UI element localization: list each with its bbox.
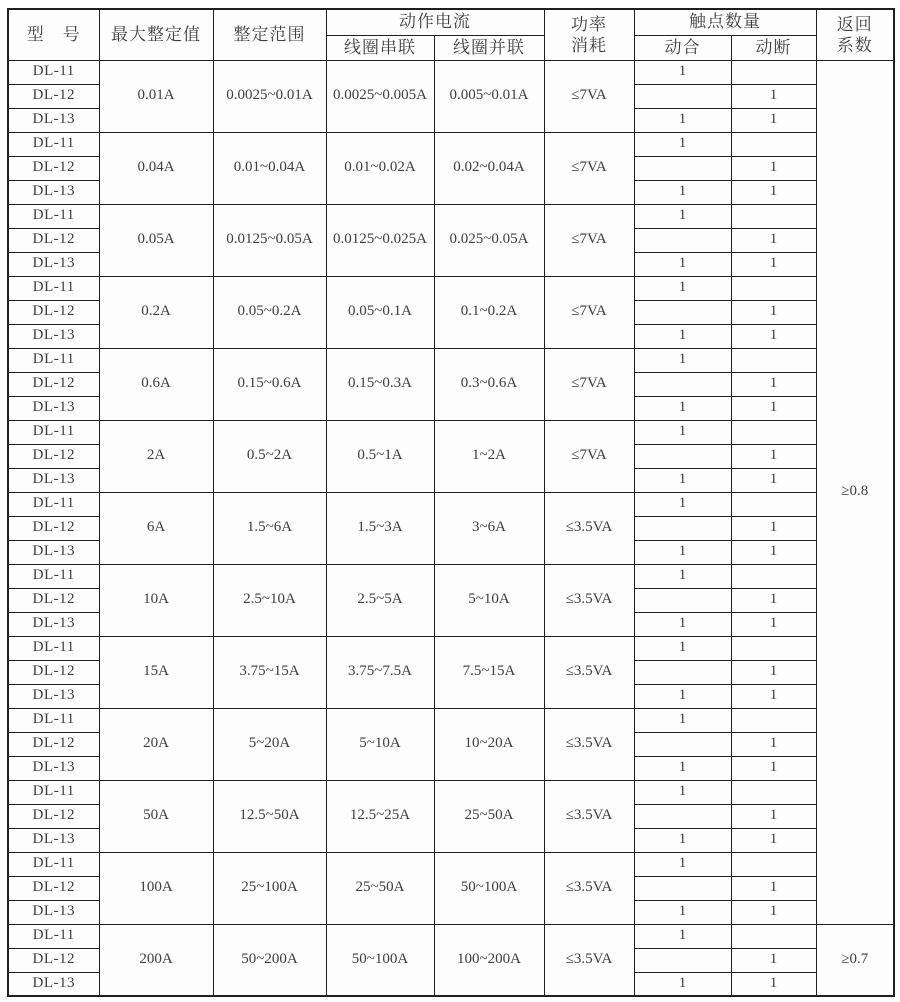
normally-closed-count-cell: 1: [731, 444, 816, 468]
power-cell: ≤3.5VA: [544, 780, 634, 852]
normally-closed-count-cell: 1: [731, 84, 816, 108]
table-row: [8, 420, 894, 444]
normally-open-count-cell: [634, 300, 731, 324]
normally-closed-count-cell: 1: [731, 972, 816, 996]
model-cell: DL-13: [8, 684, 99, 708]
table-row: [8, 780, 894, 804]
normally-open-count-cell: [634, 588, 731, 612]
normally-closed-count-cell: 1: [731, 180, 816, 204]
normally-closed-count-cell: [731, 276, 816, 300]
table-row: [8, 348, 894, 372]
model-cell: DL-12: [8, 300, 99, 324]
power-cell: ≤3.5VA: [544, 564, 634, 636]
normally-closed-count-cell: [731, 708, 816, 732]
normally-closed-count-cell: 1: [731, 468, 816, 492]
coil-parallel-cell: 0.025~0.05A: [434, 204, 544, 276]
max-setting-cell: 15A: [99, 636, 213, 708]
normally-closed-count-cell: 1: [731, 156, 816, 180]
coil-parallel-cell: 10~20A: [434, 708, 544, 780]
normally-open-count-cell: 1: [634, 492, 731, 516]
model-cell: DL-13: [8, 396, 99, 420]
normally-open-count-cell: 1: [634, 204, 731, 228]
setting-range-cell: 5~20A: [213, 708, 326, 780]
model-cell: DL-13: [8, 612, 99, 636]
normally-closed-count-cell: 1: [731, 588, 816, 612]
normally-open-count-cell: [634, 516, 731, 540]
model-cell: DL-11: [8, 204, 99, 228]
col-header-coil-parallel: 线圈并联: [434, 35, 544, 60]
normally-open-count-cell: 1: [634, 132, 731, 156]
col-header-power-consumption: [544, 9, 634, 60]
setting-range-cell: 0.5~2A: [213, 420, 326, 492]
col-header-model: 型 号: [8, 9, 99, 60]
model-cell: DL-12: [8, 444, 99, 468]
coil-series-cell: 0.05~0.1A: [326, 276, 434, 348]
power-cell: ≤3.5VA: [544, 636, 634, 708]
model-cell: DL-11: [8, 924, 99, 948]
coil-series-cell: 3.75~7.5A: [326, 636, 434, 708]
max-setting-cell: 100A: [99, 852, 213, 924]
model-cell: DL-11: [8, 708, 99, 732]
max-setting-cell: 0.01A: [99, 60, 213, 132]
normally-open-count-cell: 1: [634, 180, 731, 204]
power-cell: ≤3.5VA: [544, 852, 634, 924]
coil-parallel-cell: 7.5~15A: [434, 636, 544, 708]
normally-open-count-cell: 1: [634, 420, 731, 444]
normally-open-count-cell: [634, 804, 731, 828]
model-cell: DL-13: [8, 972, 99, 996]
model-cell: DL-12: [8, 84, 99, 108]
max-setting-cell: 0.6A: [99, 348, 213, 420]
normally-closed-count-cell: 1: [731, 732, 816, 756]
setting-range-cell: 0.15~0.6A: [213, 348, 326, 420]
normally-closed-count-cell: [731, 348, 816, 372]
max-setting-cell: 200A: [99, 924, 213, 996]
normally-closed-count-cell: 1: [731, 540, 816, 564]
power-cell: ≤3.5VA: [544, 708, 634, 780]
normally-closed-count-cell: 1: [731, 828, 816, 852]
max-setting-cell: 2A: [99, 420, 213, 492]
model-cell: DL-11: [8, 132, 99, 156]
normally-open-count-cell: 1: [634, 612, 731, 636]
normally-closed-count-cell: 1: [731, 660, 816, 684]
model-cell: DL-11: [8, 420, 99, 444]
spec-sheet-page: [0, 8, 900, 1002]
setting-range-cell: 1.5~6A: [213, 492, 326, 564]
normally-closed-count-cell: [731, 492, 816, 516]
model-cell: DL-13: [8, 900, 99, 924]
model-cell: DL-11: [8, 852, 99, 876]
model-cell: DL-13: [8, 468, 99, 492]
table-row: [8, 708, 894, 732]
normally-closed-count-cell: 1: [731, 300, 816, 324]
normally-closed-count-cell: [731, 132, 816, 156]
table-row: [8, 852, 894, 876]
normally-closed-count-cell: 1: [731, 252, 816, 276]
normally-closed-count-cell: 1: [731, 324, 816, 348]
table-row: [8, 492, 894, 516]
table-body: [8, 60, 894, 996]
normally-closed-count-cell: [731, 60, 816, 84]
normally-open-count-cell: 1: [634, 324, 731, 348]
coil-series-cell: 1.5~3A: [326, 492, 434, 564]
normally-open-count-cell: 1: [634, 972, 731, 996]
normally-open-count-cell: 1: [634, 276, 731, 300]
max-setting-cell: 6A: [99, 492, 213, 564]
table-row: [8, 276, 894, 300]
coil-series-cell: 0.5~1A: [326, 420, 434, 492]
normally-open-count-cell: 1: [634, 780, 731, 804]
setting-range-cell: 2.5~10A: [213, 564, 326, 636]
normally-closed-count-cell: 1: [731, 876, 816, 900]
max-setting-cell: 0.04A: [99, 132, 213, 204]
power-cell: ≤7VA: [544, 348, 634, 420]
model-cell: DL-11: [8, 636, 99, 660]
normally-closed-count-cell: [731, 924, 816, 948]
normally-open-count-cell: 1: [634, 828, 731, 852]
normally-closed-count-cell: 1: [731, 612, 816, 636]
normally-closed-count-cell: [731, 420, 816, 444]
setting-range-cell: 50~200A: [213, 924, 326, 996]
normally-closed-count-cell: 1: [731, 516, 816, 540]
power-cell: ≤3.5VA: [544, 492, 634, 564]
normally-closed-count-cell: [731, 564, 816, 588]
normally-open-count-cell: 1: [634, 900, 731, 924]
header-row-1: [8, 9, 894, 35]
coil-parallel-cell: 5~10A: [434, 564, 544, 636]
max-setting-cell: 0.2A: [99, 276, 213, 348]
coil-parallel-cell: 25~50A: [434, 780, 544, 852]
normally-open-count-cell: [634, 444, 731, 468]
model-cell: DL-12: [8, 660, 99, 684]
coil-series-cell: 12.5~25A: [326, 780, 434, 852]
normally-open-count-cell: 1: [634, 108, 731, 132]
model-cell: DL-11: [8, 564, 99, 588]
model-cell: DL-12: [8, 516, 99, 540]
col-header-normally-closed: 动断: [731, 35, 816, 60]
power-cell: ≤7VA: [544, 132, 634, 204]
coil-parallel-cell: 3~6A: [434, 492, 544, 564]
coil-parallel-cell: 100~200A: [434, 924, 544, 996]
setting-range-cell: 3.75~15A: [213, 636, 326, 708]
coil-parallel-cell: 0.02~0.04A: [434, 132, 544, 204]
normally-open-count-cell: 1: [634, 348, 731, 372]
coil-series-cell: 0.01~0.02A: [326, 132, 434, 204]
col-header-return-coefficient: [816, 9, 894, 60]
model-cell: DL-13: [8, 540, 99, 564]
coil-series-cell: 50~100A: [326, 924, 434, 996]
normally-closed-count-cell: 1: [731, 684, 816, 708]
table-row: [8, 60, 894, 84]
coil-series-cell: 0.0125~0.025A: [326, 204, 434, 276]
normally-open-count-cell: 1: [634, 60, 731, 84]
normally-open-count-cell: 1: [634, 564, 731, 588]
model-cell: DL-12: [8, 732, 99, 756]
normally-open-count-cell: 1: [634, 852, 731, 876]
power-cell: ≤7VA: [544, 276, 634, 348]
normally-closed-count-cell: 1: [731, 804, 816, 828]
table-row: [8, 564, 894, 588]
model-cell: DL-11: [8, 60, 99, 84]
max-setting-cell: 20A: [99, 708, 213, 780]
normally-closed-count-cell: 1: [731, 948, 816, 972]
normally-open-count-cell: 1: [634, 756, 731, 780]
coil-parallel-cell: 50~100A: [434, 852, 544, 924]
normally-open-count-cell: 1: [634, 708, 731, 732]
return-header-line2: 系数: [836, 35, 873, 55]
max-setting-cell: 10A: [99, 564, 213, 636]
model-cell: DL-13: [8, 252, 99, 276]
normally-closed-count-cell: 1: [731, 396, 816, 420]
model-cell: DL-12: [8, 588, 99, 612]
model-cell: DL-12: [8, 876, 99, 900]
normally-closed-count-cell: 1: [731, 900, 816, 924]
model-cell: DL-13: [8, 828, 99, 852]
max-setting-cell: 0.05A: [99, 204, 213, 276]
setting-range-cell: 12.5~50A: [213, 780, 326, 852]
normally-open-count-cell: 1: [634, 924, 731, 948]
return-header-line1: 返回: [836, 14, 873, 34]
power-cell: ≤7VA: [544, 204, 634, 276]
normally-closed-count-cell: [731, 636, 816, 660]
table-row: [8, 924, 894, 948]
return-coefficient-cell: ≥0.7: [816, 924, 894, 996]
model-cell: DL-12: [8, 804, 99, 828]
table-row: [8, 636, 894, 660]
normally-open-count-cell: [634, 948, 731, 972]
normally-open-count-cell: [634, 372, 731, 396]
normally-open-count-cell: [634, 156, 731, 180]
normally-open-count-cell: [634, 660, 731, 684]
coil-series-cell: 0.15~0.3A: [326, 348, 434, 420]
model-cell: DL-13: [8, 180, 99, 204]
power-cell: ≤3.5VA: [544, 924, 634, 996]
col-header-normally-open: 动合: [634, 35, 731, 60]
normally-open-count-cell: 1: [634, 684, 731, 708]
normally-open-count-cell: [634, 732, 731, 756]
model-cell: DL-13: [8, 756, 99, 780]
return-coefficient-cell: ≥0.8: [816, 60, 894, 924]
col-header-operating-current: 动作电流: [326, 9, 544, 35]
normally-open-count-cell: [634, 228, 731, 252]
power-header-line1: 功率: [571, 14, 607, 34]
model-cell: DL-11: [8, 348, 99, 372]
model-cell: DL-11: [8, 780, 99, 804]
model-cell: DL-11: [8, 276, 99, 300]
table-row: [8, 204, 894, 228]
normally-open-count-cell: 1: [634, 468, 731, 492]
setting-range-cell: 25~100A: [213, 852, 326, 924]
normally-open-count-cell: [634, 876, 731, 900]
power-header-line2: 消耗: [571, 35, 607, 55]
coil-parallel-cell: 0.1~0.2A: [434, 276, 544, 348]
col-header-coil-series: 线圈串联: [326, 35, 434, 60]
setting-range-cell: 0.05~0.2A: [213, 276, 326, 348]
setting-range-cell: 0.01~0.04A: [213, 132, 326, 204]
table-row: [8, 132, 894, 156]
model-cell: DL-11: [8, 492, 99, 516]
model-cell: DL-12: [8, 156, 99, 180]
max-setting-cell: 50A: [99, 780, 213, 852]
model-cell: DL-12: [8, 372, 99, 396]
normally-closed-count-cell: 1: [731, 372, 816, 396]
col-header-contact-count: 触点数量: [634, 9, 816, 35]
normally-closed-count-cell: 1: [731, 108, 816, 132]
model-cell: DL-12: [8, 228, 99, 252]
setting-range-cell: 0.0125~0.05A: [213, 204, 326, 276]
relay-spec-table: [7, 8, 895, 997]
table-header: [8, 9, 894, 60]
normally-closed-count-cell: 1: [731, 756, 816, 780]
coil-series-cell: 25~50A: [326, 852, 434, 924]
coil-series-cell: 5~10A: [326, 708, 434, 780]
normally-closed-count-cell: [731, 780, 816, 804]
normally-closed-count-cell: [731, 852, 816, 876]
col-header-setting-range: 整定范围: [213, 9, 326, 60]
normally-open-count-cell: 1: [634, 636, 731, 660]
normally-open-count-cell: 1: [634, 252, 731, 276]
normally-closed-count-cell: 1: [731, 228, 816, 252]
col-header-max-setting: 最大整定值: [99, 9, 213, 60]
normally-closed-count-cell: [731, 204, 816, 228]
model-cell: DL-12: [8, 948, 99, 972]
model-cell: DL-13: [8, 324, 99, 348]
normally-open-count-cell: 1: [634, 396, 731, 420]
coil-parallel-cell: 0.3~0.6A: [434, 348, 544, 420]
setting-range-cell: 0.0025~0.01A: [213, 60, 326, 132]
coil-series-cell: 2.5~5A: [326, 564, 434, 636]
normally-open-count-cell: 1: [634, 540, 731, 564]
coil-series-cell: 0.0025~0.005A: [326, 60, 434, 132]
model-cell: DL-13: [8, 108, 99, 132]
normally-open-count-cell: [634, 84, 731, 108]
coil-parallel-cell: 0.005~0.01A: [434, 60, 544, 132]
coil-parallel-cell: 1~2A: [434, 420, 544, 492]
power-cell: ≤7VA: [544, 420, 634, 492]
power-cell: ≤7VA: [544, 60, 634, 132]
